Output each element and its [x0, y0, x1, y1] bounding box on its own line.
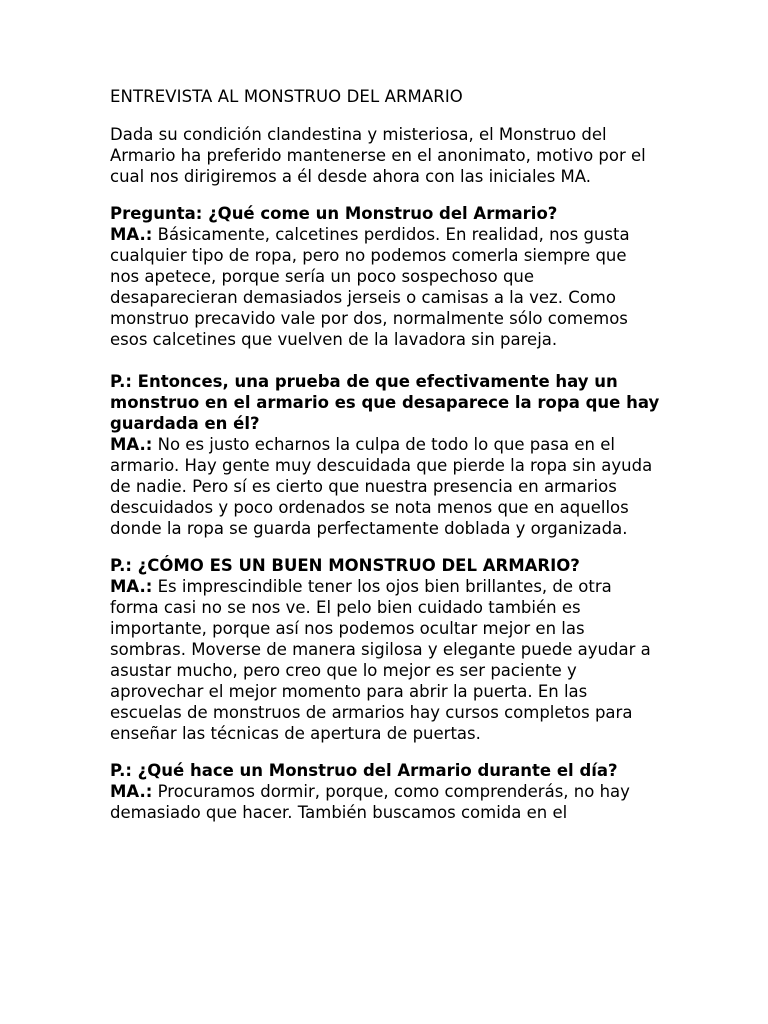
question-text: P.: ¿CÓMO ES UN BUEN MONSTRUO DEL ARMARIO? — [110, 556, 580, 575]
answer-label: MA.: — [110, 225, 153, 244]
question-text: Pregunta: ¿Qué come un Monstruo del Armario? — [110, 204, 558, 223]
answer-paragraph — [110, 434, 660, 539]
qa-block — [110, 203, 660, 350]
qa-block — [110, 760, 660, 823]
answer-text: Es imprescindible tener los ojos bien brillantes, de otra forma casi no se nos ve. El pelo bien cuidado también es importante, porque así nos podemos ocultar mejor en las sombras. Moverse de manera sigilosa y elegante puede ayudar a asustar mucho, pero creo que lo mejor es ser paciente y aprovechar el mejor momento para abrir la puerta. En las escuelas de monstruos de armarios hay cursos completos para enseñar las técnicas de apertura de puertas. — [110, 577, 651, 743]
answer-paragraph — [110, 781, 660, 823]
intro-paragraph: Dada su condición clandestina y misteriosa, el Monstruo del Armario ha preferido mantenerse en el anonimato, motivo por el cual nos dirigiremos a él desde ahora con las iniciales MA. — [110, 125, 646, 186]
answer-text: No es justo echarnos la culpa de todo lo que pasa en el armario. Hay gente muy descuidada que pierde la ropa sin ayuda de nadie. Pero sí es cierto que nuestra presencia en armarios descuidados y poco ordenados se nota menos que en aquellos donde la ropa se guarda perfectamente doblada y organizada. — [110, 435, 653, 538]
qa-block — [110, 555, 660, 744]
answer-paragraph — [110, 224, 660, 350]
qa-block — [110, 371, 660, 539]
answer-text: Procuramos dormir, porque, como comprenderás, no hay demasiado que hacer. También buscamos comida en el — [110, 782, 630, 822]
answer-label: MA.: — [110, 782, 153, 801]
answer-label: MA.: — [110, 435, 153, 454]
document-body — [110, 86, 660, 839]
question-text: P.: ¿Qué hace un Monstruo del Armario durante el día? — [110, 761, 618, 780]
answer-label: MA.: — [110, 577, 153, 596]
question-text: P.: Entonces, una prueba de que efectivamente hay un monstruo en el armario es que desaparece la ropa que hay guardada en él? — [110, 372, 660, 433]
document-title: ENTREVISTA AL MONSTRUO DEL ARMARIO — [110, 87, 463, 106]
answer-text: Básicamente, calcetines perdidos. En realidad, nos gusta cualquier tipo de ropa, pero no podemos comerla siempre que nos apetece, porque sería un poco sospechoso que desaparecieran demasiados jerseis o camisas a la vez. Como monstruo precavido vale por dos, normalmente sólo comemos esos calcetines que vuelven de la lavadora sin pareja. — [110, 225, 630, 349]
answer-paragraph — [110, 576, 660, 744]
